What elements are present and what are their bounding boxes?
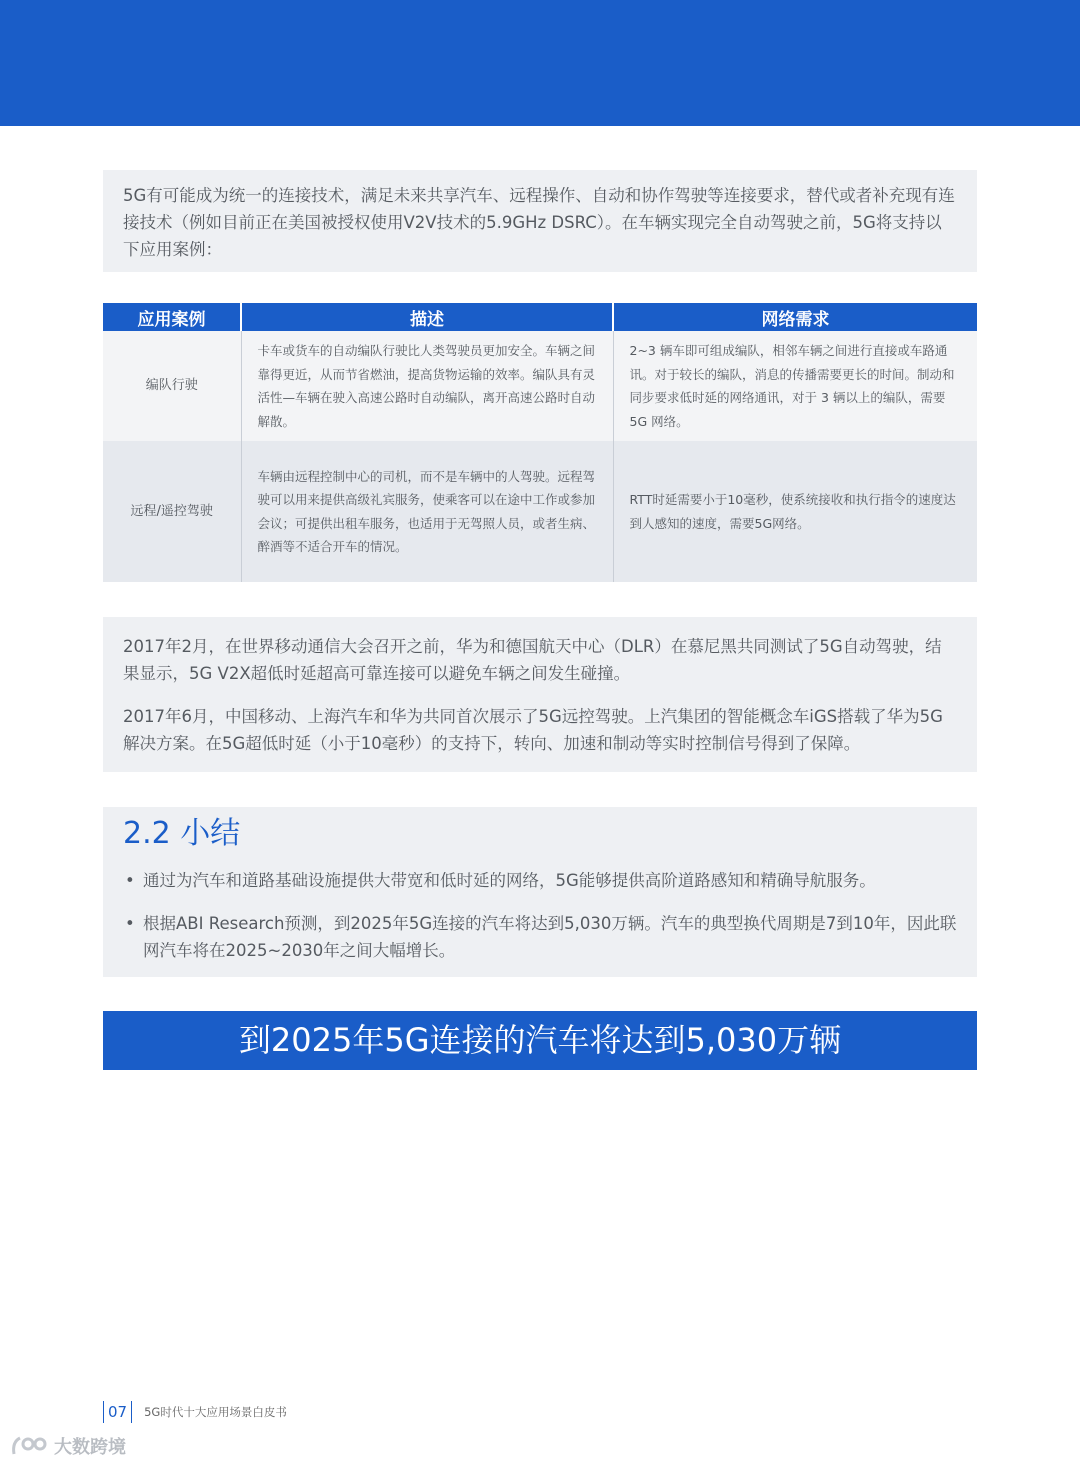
requirement-cell: RTT时延需要小于10毫秒，使系统接收和执行指令的速度达到人感知的速度，需要5G网络。 [613, 441, 977, 582]
footer-divider [131, 1401, 132, 1423]
summary-heading: 2.2 小结 [123, 816, 241, 851]
news-paragraph: 2017年6月，中国移动、上海汽车和华为共同首次展示了5G远控驾驶。上汽集团的智能概念车iGS搭载了华为5G解决方案。在5G超低时延（小于10毫秒）的支持下，转向、加速和制动等实时控制信号得到了保障。 [123, 707, 943, 753]
table-header-row [103, 303, 977, 331]
intro-box [103, 170, 977, 272]
use-case-table [103, 303, 977, 582]
summary-item-text: 通过为汽车和道路基础设施提供大带宽和低时延的网络，5G能够提供高阶道路感知和精确导航服务。 [143, 871, 876, 890]
bullet-icon: • [125, 914, 135, 933]
summary-item [123, 910, 957, 964]
header-case: 应用案例 [103, 303, 241, 331]
summary-item [123, 867, 957, 894]
case-name-cell: 编队行驶 [103, 331, 241, 441]
case-name-cell: 远程/遥控驾驶 [103, 441, 241, 582]
summary-box [103, 807, 977, 977]
watermark-logo-icon [10, 1432, 52, 1460]
description-cell: 车辆由远程控制中心的司机，而不是车辆中的人驾驶。远程驾驶可以用来提供高级礼宾服务，使乘客可以在途中工作或参加会议；可提供出租车服务，也适用于无驾照人员，或者生病、醉酒等不适合开车的情况。 [241, 441, 613, 582]
header-description: 描述 [241, 303, 613, 331]
table-row [103, 331, 977, 441]
header-band [0, 0, 1080, 126]
watermark-text: 大数跨境 [54, 1437, 126, 1458]
page-footer [103, 1400, 287, 1424]
page-number: 07 [108, 1403, 128, 1421]
bullet-icon: • [125, 871, 135, 890]
description-cell: 卡车或货车的自动编队行驶比人类驾驶员更加安全。车辆之间靠得更近，从而节省燃油，提高货物运输的效率。编队具有灵活性—车辆在驶入高速公路时自动编队，离开高速公路时自动解散。 [241, 331, 613, 441]
summary-item-text: 根据ABI Research预测，到2025年5G连接的汽车将达到5,030万辆。汽车的典型换代周期是7到10年，因此联网汽车将在2025~2030年之间大幅增长。 [143, 914, 957, 960]
intro-text: 5G有可能成为统一的连接技术，满足未来共享汽车、远程操作、自动和协作驾驶等连接要求，替代或者补充现有连接技术（例如目前正在美国被授权使用V2V技术的5.9GHz DSRC）。在车辆实现完全自动驾驶之前，5G将支持以下应用案例： [123, 186, 955, 259]
document-title: 5G时代十大应用场景白皮书 [144, 1405, 287, 1419]
requirement-cell: 2~3 辆车即可组成编队，相邻车辆之间进行直接或车路通讯。对于较长的编队，消息的传播需要更长的时间。制动和同步要求低时延的网络通讯，对于 3 辆以上的编队，需要 5G 网络。 [613, 331, 977, 441]
header-requirement: 网络需求 [613, 303, 977, 331]
highlight-banner: 到2025年5G连接的汽车将达到5,030万辆 [103, 1011, 977, 1070]
table-row [103, 441, 977, 582]
news-box [103, 617, 977, 772]
summary-list [123, 867, 957, 964]
news-paragraph: 2017年2月，在世界移动通信大会召开之前，华为和德国航天中心（DLR）在慕尼黑共同测试了5G自动驾驶，结果显示，5G V2X超低时延超高可靠连接可以避免车辆之间发生碰撞。 [123, 637, 942, 683]
watermark [10, 1432, 126, 1460]
